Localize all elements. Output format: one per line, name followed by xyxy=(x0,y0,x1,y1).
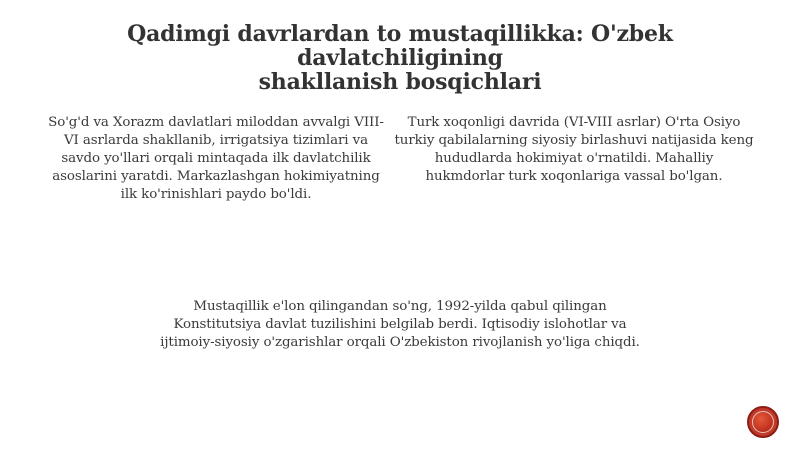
paragraph-bottom: Mustaqillik e'lon qilingandan so'ng, 1992-yilda qabul qilingan Konstitutsiya davlat tuzilishini belgilab berdi. Iqtisodiy islohotlar va ijtimoiy-siyosiy o'zgarishlar orqali O'zbekiston rivojlanish yo'liga chiqdi. xyxy=(160,299,640,350)
paragraph-right: Turk xoqonligi davrida (VI-VIII asrlar) O'rta Osiyo turkiy qabilalarning siyosiy birlashuvi natijasida keng hududlarda hokimiyat o'rnatildi. Mahalliy hukmdorlar turk xoqonlariga vassal bo'lgan. xyxy=(394,115,754,184)
slide-title-line-2: shakllanish bosqichlari xyxy=(258,69,542,95)
next-slide-icon xyxy=(752,411,774,433)
paragraph-left: So'g'd va Xorazm davlatlari miloddan avvalgi VIII-VI asrlarda shakllanib, irrigatsiya tizimlari va savdo yo'llari orqali mintaqada ilk davlatchilik asoslarini yaratdi. Markazlashgan hokimiyatning ilk ko'rinishlari paydo bo'ldi. xyxy=(48,115,384,202)
slide-title-line-1: Qadimgi davrlardan to mustaqillikka: O'zbek davlatchiligining xyxy=(127,21,673,71)
slide-title xyxy=(40,22,760,94)
next-slide-button[interactable] xyxy=(747,406,779,438)
